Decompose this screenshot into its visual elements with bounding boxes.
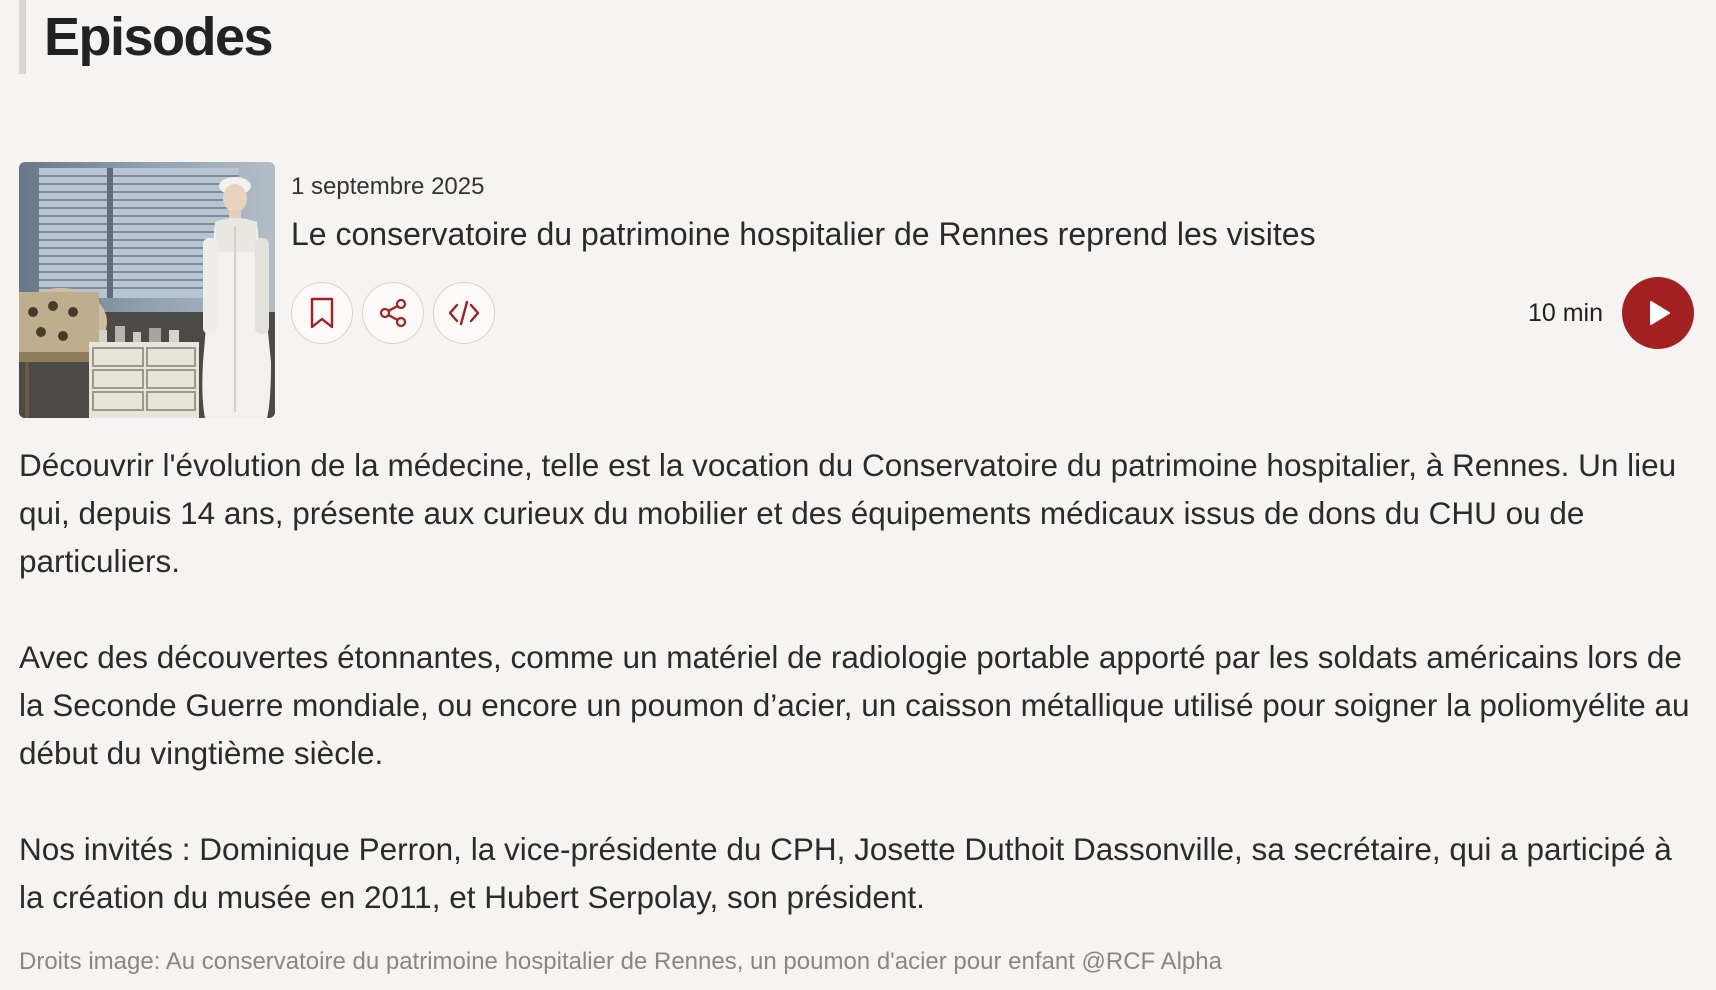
episode-card (19, 162, 1694, 418)
share-button[interactable] (362, 282, 424, 344)
share-icon (377, 297, 409, 329)
episode-actions (291, 282, 495, 344)
code-icon (447, 299, 481, 327)
episode-duration: 10 min (1527, 299, 1603, 327)
description-paragraph: Avec des découvertes étonnantes, comme un matériel de radiologie portable apporté par les soldats américains lors de la Seconde Guerre mondiale, ou encore un poumon d’acier, un caisson métallique utilisé pour soigner la poliomyélite au début du vingtième siècle. (19, 639, 1690, 771)
section-heading (19, 0, 272, 74)
episode-title[interactable]: Le conservatoire du patrimoine hospitalier de Rennes reprend les visites (291, 216, 1316, 252)
play-button[interactable] (1622, 277, 1694, 349)
episode-description (19, 441, 1699, 969)
episode-date: 1 septembre 2025 (291, 173, 485, 200)
embed-button[interactable] (433, 282, 495, 344)
bookmark-icon (308, 296, 336, 330)
episode-thumbnail[interactable] (19, 162, 275, 418)
section-title: Episodes (44, 7, 273, 67)
description-paragraph: Découvrir l'évolution de la médecine, telle est la vocation du Conservatoire du patrimoine hospitalier, à Rennes. Un lieu qui, depuis 14 ans, présente aux curieux du mobilier et des équipements médicaux issus de dons du CHU ou de particuliers. (19, 447, 1677, 579)
image-credits: Droits image: Au conservatoire du patrimoine hospitalier de Rennes, un poumon d'acier pour enfant @RCF Alpha (19, 948, 1222, 975)
play-icon (1643, 298, 1673, 328)
bookmark-button[interactable] (291, 282, 353, 344)
description-paragraph: Nos invités : Dominique Perron, la vice-présidente du CPH, Josette Duthoit Dassonville, sa secrétaire, qui a participé à la création du musée en 2011, et Hubert Serpolay, son président. (19, 831, 1672, 915)
museum-photo (19, 162, 275, 418)
